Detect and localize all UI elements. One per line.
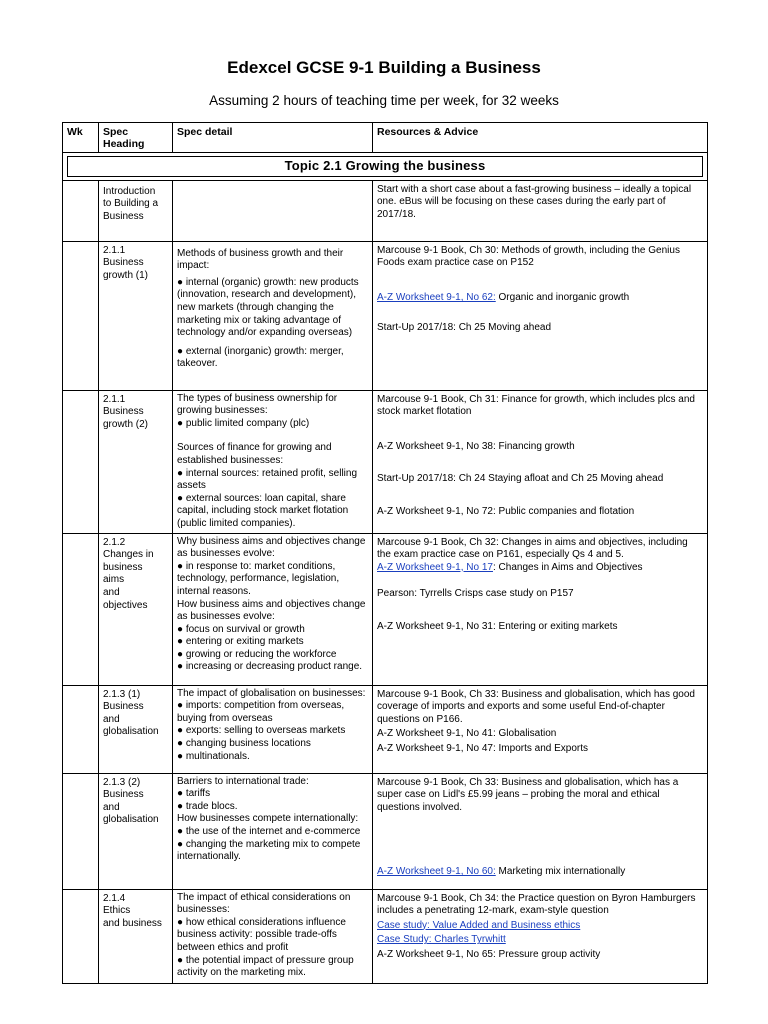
spec-heading-line: Business <box>103 789 144 801</box>
spec-detail-item: ● entering or exiting markets <box>177 636 304 648</box>
spec-detail-item: ● external sources: loan capital, share capital, including stock market flotation (public limited companies). <box>177 492 349 529</box>
scheme-of-work-table <box>62 122 708 984</box>
spec-detail-item: ● imports: competition from overseas, buying from overseas <box>177 700 345 724</box>
resource-link[interactable]: A-Z Worksheet 9-1, No 17 <box>377 561 493 573</box>
spec-detail-item: Why business aims and objectives change as businesses evolve: <box>177 535 366 560</box>
spec-heading-line: objectives <box>103 599 148 611</box>
topic-title: Topic 2.1 Growing the business <box>67 156 703 177</box>
resource-text: Marcouse 9-1 Book, Ch 33: Business and globalisation, which has a super case on Lidl's £5.99 jeans – probing the moral and ethical questions involved. <box>377 776 679 813</box>
topic-row <box>63 153 708 181</box>
resource-item <box>377 506 703 519</box>
week-cell <box>63 685 99 773</box>
spec-detail-cell <box>173 180 373 241</box>
spec-detail-item: ● public limited company (plc) <box>177 417 310 429</box>
resources-cell <box>373 685 708 773</box>
resource-text: A-Z Worksheet 9-1, No 47: Imports and Exports <box>377 742 589 754</box>
resource-text: Organic and inorganic growth <box>495 291 630 303</box>
resource-text: A-Z Worksheet 9-1, No 38: Financing growth <box>377 440 575 452</box>
spec-heading-line: 2.1.3 (1) <box>103 688 141 700</box>
resource-item <box>377 588 703 601</box>
resource-text: Pearson: Tyrrells Crisps case study on P157 <box>377 588 574 600</box>
spec-detail-item: ● exports: selling to overseas markets <box>177 725 346 737</box>
resource-item <box>377 473 703 486</box>
spec-heading-line: Ethics <box>103 905 131 917</box>
spec-heading-line: globalisation <box>103 726 159 738</box>
resource-link[interactable]: A-Z Worksheet 9-1, No 62: <box>377 291 496 303</box>
resource-item <box>377 322 703 335</box>
resource-item <box>377 441 703 454</box>
spec-detail-item: ● internal sources: retained profit, selling assets <box>177 467 358 492</box>
spec-detail-item: ● changing the marketing mix to compete internationally. <box>177 838 361 863</box>
resource-text: Marcouse 9-1 Book, Ch 30: Methods of growth, including the Genius Foods exam practice case on P152 <box>377 244 680 269</box>
resource-text: Start-Up 2017/18: Ch 25 Moving ahead <box>377 322 551 334</box>
spec-detail-item: ● the use of the internet and e-commerce <box>177 825 361 837</box>
resource-item <box>377 934 703 947</box>
spec-heading-line: 2.1.3 (2) <box>103 776 141 788</box>
resource-item <box>377 689 703 727</box>
spec-heading-line: Business <box>103 257 144 269</box>
spec-heading-line: Changes in <box>103 549 154 561</box>
resource-text: A-Z Worksheet 9-1, No 31: Entering or exiting markets <box>377 620 618 632</box>
resources-cell <box>373 889 708 983</box>
resource-text: Marcouse 9-1 Book, Ch 33: Business and globalisation, which has good coverage of imports and exports and some useful End-of-chapter questions on P166. <box>377 688 695 725</box>
spec-heading-cell <box>99 241 173 390</box>
week-cell <box>63 889 99 983</box>
resource-item <box>377 893 703 918</box>
spec-detail-item: The types of business ownership for growing businesses: <box>177 392 338 417</box>
spec-detail-item: ● increasing or decreasing product range. <box>177 661 363 673</box>
spec-detail-cell <box>173 533 373 685</box>
resource-item <box>377 949 703 962</box>
table-row <box>63 390 708 533</box>
resource-item <box>377 245 703 270</box>
resource-text: : Changes in Aims and Objectives <box>492 561 643 573</box>
table-body <box>63 180 708 983</box>
column-header-wk: Wk <box>63 123 99 153</box>
spec-heading-line: 2.1.1 <box>103 393 126 405</box>
spec-heading-line: and <box>103 586 120 598</box>
resource-link[interactable]: Case study: Value Added and Business ethics <box>377 919 581 931</box>
spec-detail-item: ● focus on survival or growth <box>177 623 305 635</box>
resource-text: A-Z Worksheet 9-1, No 65: Pressure group activity <box>377 948 601 960</box>
spec-heading-line: Business <box>103 406 144 418</box>
table-row <box>63 889 708 983</box>
spec-detail-cell <box>173 685 373 773</box>
week-cell <box>63 180 99 241</box>
resource-text: A-Z Worksheet 9-1, No 72: Public companies and flotation <box>377 505 635 517</box>
spec-heading-cell <box>99 889 173 983</box>
spec-detail-item: ● in response to: market conditions, technology, performance, legislation, internal reasons. <box>177 560 340 597</box>
spec-detail-cell <box>173 773 373 889</box>
spec-detail-item: The impact of ethical considerations on businesses: <box>177 891 351 916</box>
table-row <box>63 180 708 241</box>
spec-heading-line: growth (1) <box>103 269 149 281</box>
resource-item <box>377 562 703 575</box>
spec-heading-line: aims <box>103 574 125 586</box>
spec-heading-line: 2.1.2 <box>103 536 126 548</box>
spec-detail-item: ● growing or reducing the workforce <box>177 648 337 660</box>
resources-cell <box>373 773 708 889</box>
spec-heading-line: 2.1.4 <box>103 892 126 904</box>
table-row <box>63 241 708 390</box>
resource-item <box>377 292 703 305</box>
resource-text: Marcouse 9-1 Book, Ch 31: Finance for growth, which includes plcs and stock market flotation <box>377 393 695 418</box>
spec-heading-cell <box>99 533 173 685</box>
spec-detail-item: How business aims and objectives change as businesses evolve: <box>177 598 366 623</box>
spec-heading-line: globalisation <box>103 814 159 826</box>
table-header-row <box>63 123 708 153</box>
resource-item <box>377 777 703 815</box>
spec-detail-cell <box>173 390 373 533</box>
spec-heading-line: growth (2) <box>103 418 149 430</box>
document-subtitle: Assuming 2 hours of teaching time per week, for 32 weeks <box>209 93 559 108</box>
resource-text: Marcouse 9-1 Book, Ch 34: the Practice question on Byron Hamburgers includes a penetrating 12-mark, exam-style question <box>377 892 696 917</box>
spec-heading-line: to Building a <box>103 198 159 210</box>
resources-cell <box>373 241 708 390</box>
spec-heading-line: and <box>103 801 120 813</box>
spec-heading-line: Introduction <box>103 185 156 197</box>
week-cell <box>63 773 99 889</box>
spec-heading-line: Business <box>103 701 144 713</box>
resource-item <box>377 728 703 741</box>
table-row <box>63 685 708 773</box>
column-header-spec-detail: Spec detail <box>173 123 373 153</box>
spec-heading-cell <box>99 685 173 773</box>
resource-link[interactable]: A-Z Worksheet 9-1, No 60: <box>377 866 496 878</box>
spec-heading-line: business <box>103 561 143 573</box>
spec-heading-line: 2.1.1 <box>103 244 126 256</box>
resource-item <box>377 537 703 562</box>
resource-text: Marcouse 9-1 Book, Ch 32: Changes in aims and objectives, including the exam practice case on P161, especially Qs 4 and 5. <box>377 536 688 561</box>
spec-detail-item: The impact of globalisation on businesses: <box>177 687 366 699</box>
resource-link[interactable]: Case Study: Charles Tyrwhitt <box>377 934 506 946</box>
resource-item <box>377 394 703 419</box>
week-cell <box>63 390 99 533</box>
resource-text: Marketing mix internationally <box>495 866 626 878</box>
column-header-resources: Resources & Advice <box>373 123 708 153</box>
spec-detail-item: ● tariffs <box>177 788 211 800</box>
spec-detail-cell <box>173 241 373 390</box>
table-row <box>63 533 708 685</box>
resource-text: Start-Up 2017/18: Ch 24 Staying afloat and Ch 25 Moving ahead <box>377 473 664 485</box>
resource-item <box>377 621 703 634</box>
spec-detail-item: Methods of business growth and their impact: <box>177 247 344 272</box>
resources-cell <box>373 390 708 533</box>
spec-detail-item: Sources of finance for growing and established businesses: <box>177 442 332 466</box>
spec-heading-cell <box>99 180 173 241</box>
resource-text: A-Z Worksheet 9-1, No 41: Globalisation <box>377 728 557 740</box>
spec-detail-item: ● how ethical considerations influence business activity: possible trade-offs between ethics and profit <box>177 916 346 953</box>
resources-cell <box>373 180 708 241</box>
spec-detail-item: ● the potential impact of pressure group activity on the marketing mix. <box>177 954 354 979</box>
spec-heading-line: and business <box>103 917 162 929</box>
document-title: Edexcel GCSE 9-1 Building a Business <box>227 58 541 77</box>
table-row <box>63 773 708 889</box>
spec-heading-cell <box>99 390 173 533</box>
resources-cell <box>373 533 708 685</box>
spec-detail-item: Barriers to international trade: <box>177 775 309 787</box>
week-cell <box>63 241 99 390</box>
spec-detail-item: ● changing business locations <box>177 737 311 749</box>
spec-detail-item: ● multinationals. <box>177 750 250 762</box>
resource-item <box>377 743 703 756</box>
spec-detail-cell <box>173 889 373 983</box>
resource-item <box>377 920 703 933</box>
spec-heading-cell <box>99 773 173 889</box>
column-header-spec-heading: Spec Heading <box>99 123 173 153</box>
spec-heading-line: and <box>103 713 120 725</box>
spec-detail-item: ● trade blocs. <box>177 800 238 812</box>
resource-item <box>377 866 703 879</box>
resource-item <box>377 184 703 222</box>
spec-detail-item: How businesses compete internationally: <box>177 813 359 825</box>
spec-detail-item: ● internal (organic) growth: new products (innovation, research and development), new markets (through changing the marketing mix or taking advantage of technology and/or expanding overseas) <box>177 276 359 339</box>
resource-text: Start with a short case about a fast-growing business – ideally a topical one. eBus will be focusing on these cases during the early part of 2017/18. <box>377 183 692 220</box>
spec-detail-item: ● external (inorganic) growth: merger, takeover. <box>177 345 344 370</box>
week-cell <box>63 533 99 685</box>
spec-heading-line: Business <box>103 210 144 222</box>
